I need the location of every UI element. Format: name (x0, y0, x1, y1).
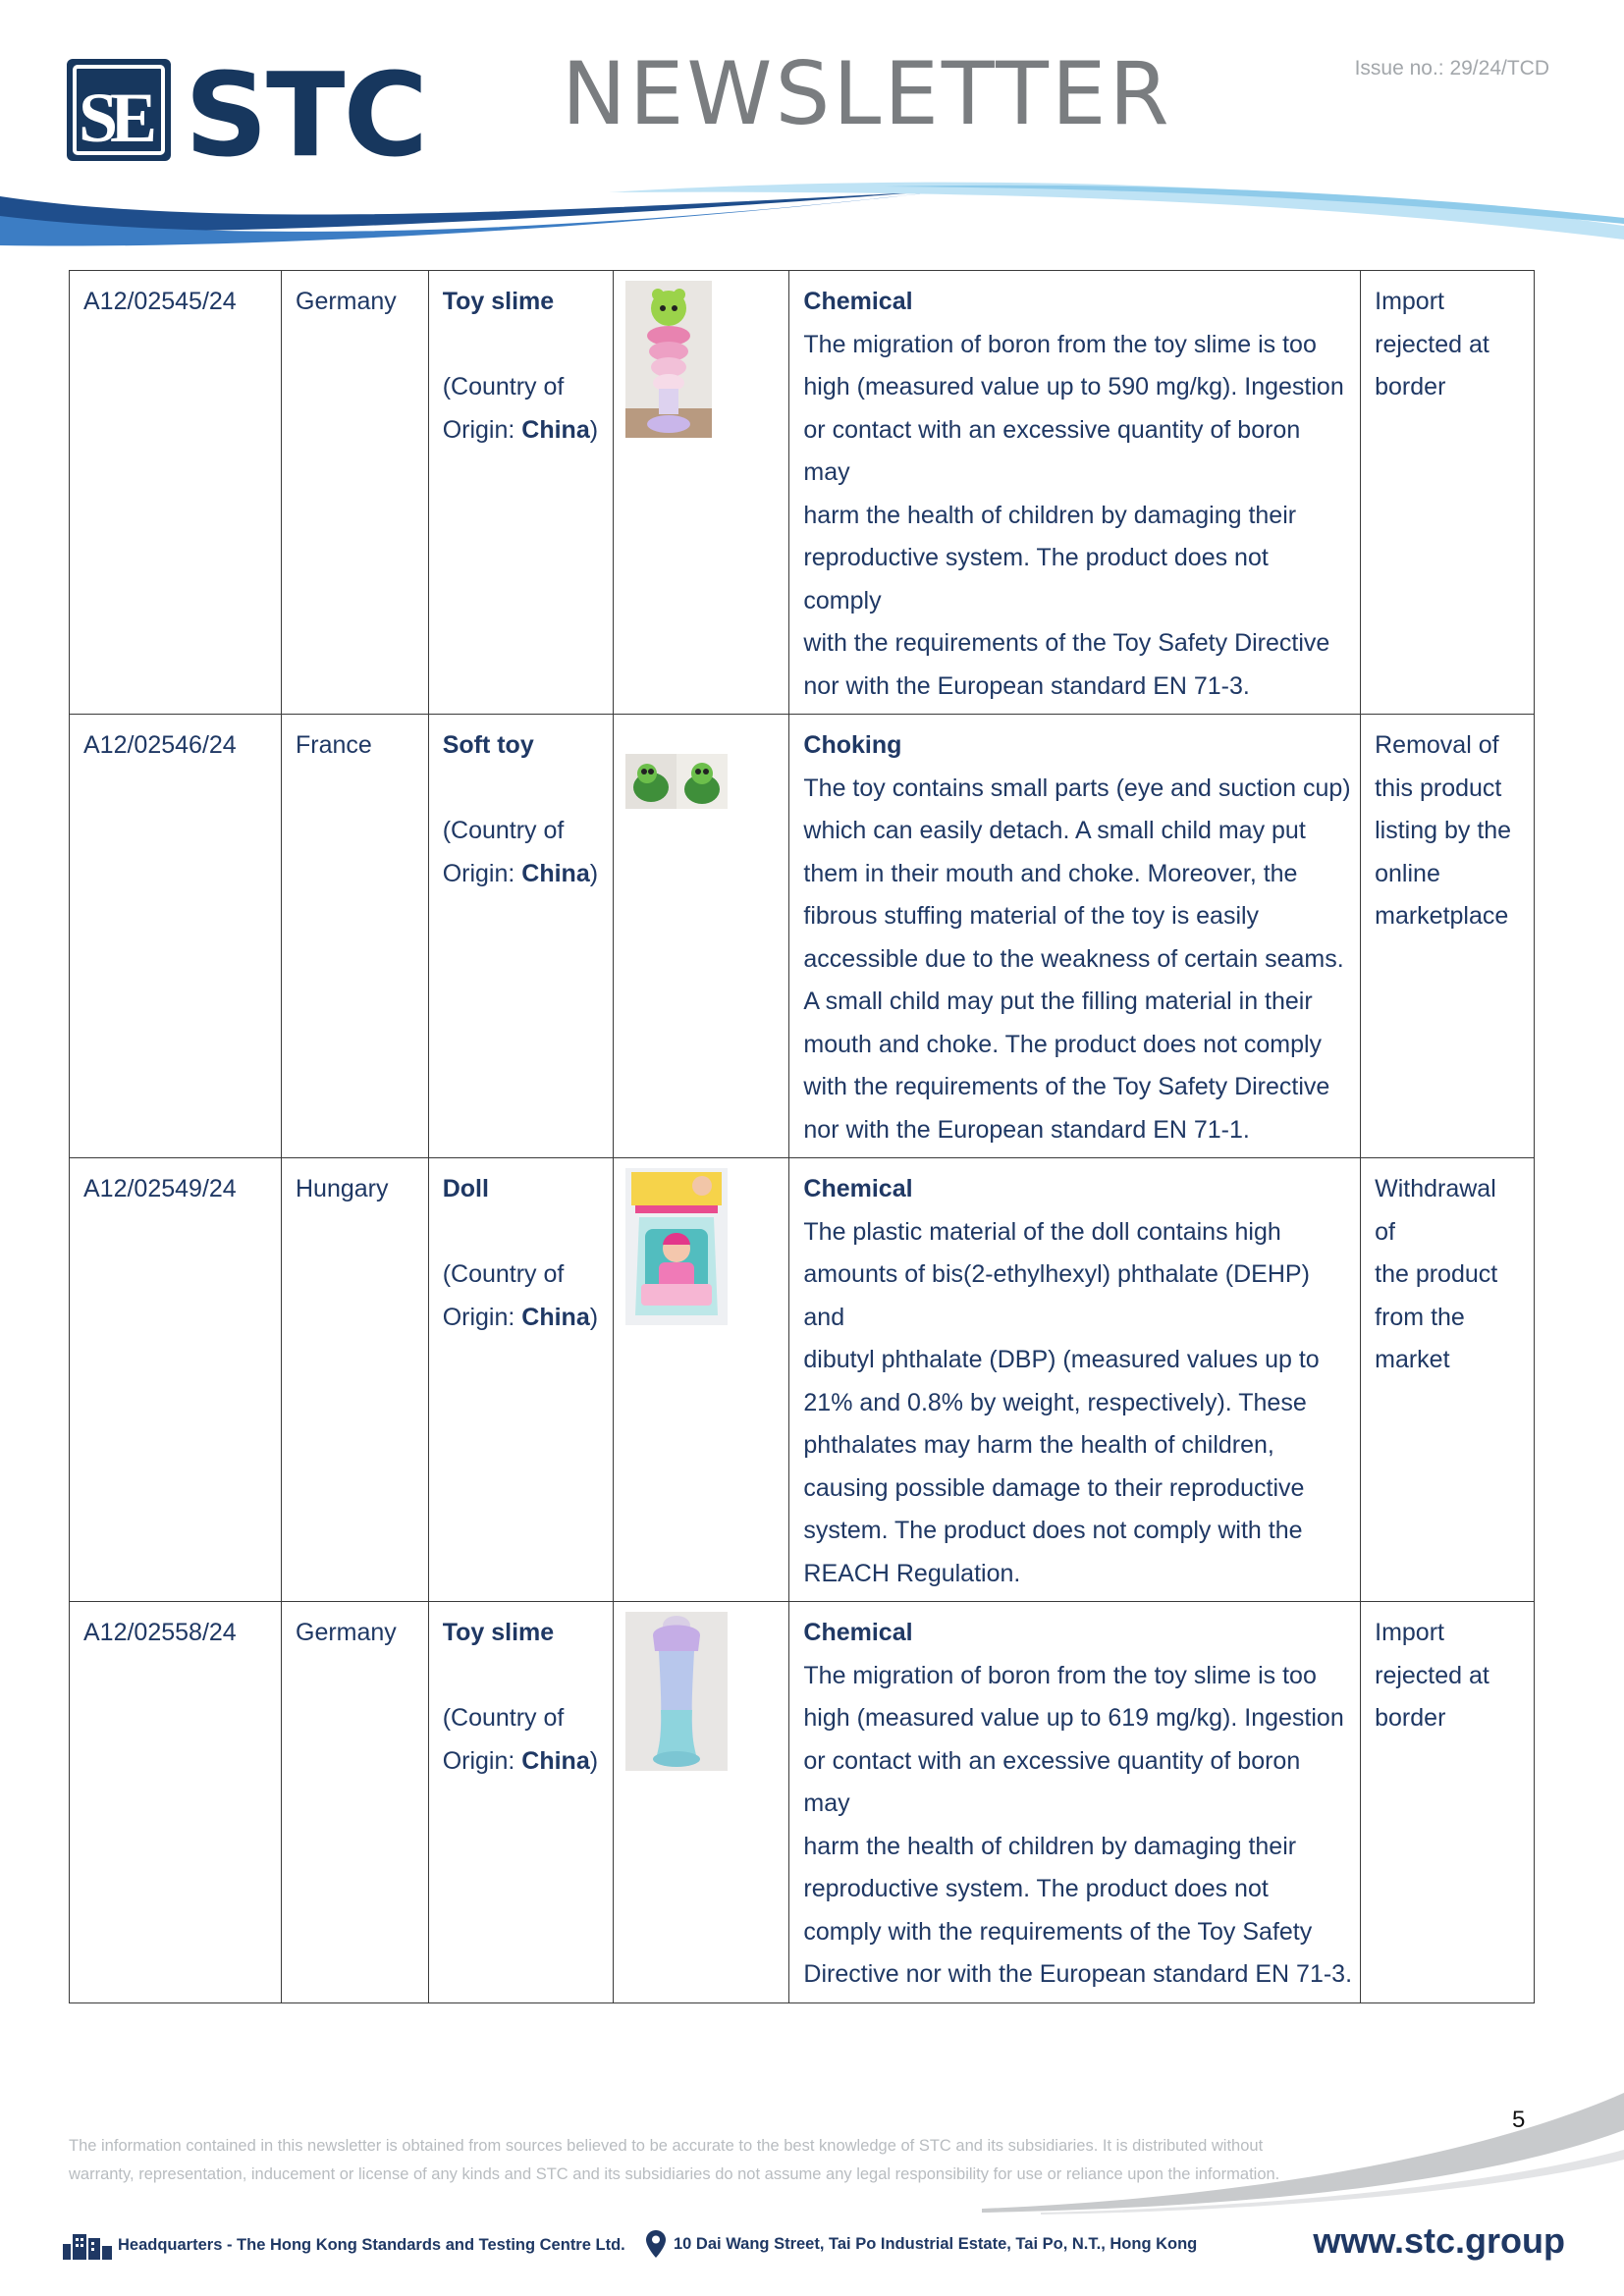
logo-text: STC (185, 55, 427, 165)
table-row (70, 271, 1535, 715)
risk-description-line: The migration of boron from the toy slime is too (803, 330, 1317, 358)
country-cell (282, 1602, 429, 2003)
measure-line: online (1375, 859, 1440, 887)
risk-description-line: phthalates may harm the health of children, (803, 1431, 1274, 1459)
risk-description-line: with the requirements of the Toy Safety Directive (803, 1073, 1330, 1100)
table-row (70, 715, 1535, 1158)
notifying-country: Germany (296, 1619, 397, 1646)
origin-line (443, 1297, 599, 1340)
risk-description-line: dibutyl phthalate (DBP) (measured values up to (803, 1346, 1320, 1373)
measure-line: border (1375, 373, 1446, 400)
measure-line: this product (1375, 774, 1502, 802)
risk-cell (789, 1158, 1361, 1602)
measure-line: listing by the (1375, 817, 1512, 844)
measure-line: marketplace (1375, 902, 1509, 930)
spacer (443, 768, 599, 811)
measure-line: border (1375, 1704, 1446, 1732)
risk-description-line: amounts of bis(2-ethylhexyl) phthalate (DEHP) and (803, 1260, 1310, 1331)
spacer (443, 324, 599, 367)
reference-cell (70, 271, 282, 715)
svg-text:S: S (79, 79, 119, 157)
purple-blue-toy-slime-bottle-image (625, 1612, 728, 1771)
footer-bar (63, 2220, 1565, 2268)
reference-number: A12/02549/24 (83, 1175, 237, 1202)
risk-description-line: reproductive system. The product does not (803, 1875, 1269, 1902)
photo-cell (613, 1158, 789, 1602)
risk-description-line: The toy contains small parts (eye and suction cup) (803, 774, 1351, 802)
packaged-baby-doll-image (625, 1168, 728, 1325)
green-turtle-soft-toys-image (625, 754, 728, 809)
origin-line (443, 853, 599, 896)
origin-suffix: ) (589, 859, 599, 887)
risk-description-line: reproductive system. The product does not comply (803, 544, 1269, 614)
measure-line: Removal of (1375, 731, 1499, 759)
origin-label: Origin: (442, 415, 522, 444)
table-row (70, 1602, 1535, 2003)
measure-line: the product (1375, 1260, 1498, 1288)
measure-line: from the (1375, 1303, 1465, 1331)
reference-number: A12/02558/24 (83, 1619, 237, 1646)
origin-suffix: ) (589, 415, 599, 444)
risk-description-line: Directive nor with the European standard EN 71-3. (803, 1960, 1353, 1988)
notifying-country: Germany (296, 288, 397, 315)
origin-line (443, 1740, 599, 1784)
reference-number: A12/02545/24 (83, 288, 237, 315)
page-header (0, 0, 1624, 255)
risk-description-line: high (measured value up to 590 mg/kg). Ingestion (803, 373, 1344, 400)
product-cell (428, 271, 613, 715)
spacer (443, 1655, 599, 1698)
risk-description-line: or contact with an excessive quantity of boron may (803, 415, 1301, 486)
headquarters-label: Headquarters - The Hong Kong Standards and Testing Centre Ltd. (118, 2235, 625, 2254)
product-name: Toy slime (442, 1619, 555, 1646)
website-link[interactable]: www.stc.group (1313, 2220, 1565, 2261)
risk-description-line: nor with the European standard EN 71-1. (803, 1115, 1250, 1144)
spacer (443, 1211, 599, 1255)
measure-line: Withdrawal of (1375, 1175, 1496, 1246)
risk-description-line: The plastic material of the doll contains high (803, 1217, 1281, 1246)
origin-prefix: (Country of (442, 1260, 565, 1288)
origin-line (443, 409, 599, 453)
measure-cell (1361, 1158, 1535, 1602)
building-icon (63, 2230, 112, 2260)
risk-description-line: fibrous stuffing material of the toy is easily (803, 902, 1260, 930)
page-number: 5 (1512, 2107, 1526, 2133)
risk-description-line: mouth and choke. The product does not comply (803, 1030, 1323, 1058)
address (646, 2230, 1197, 2258)
risk-description-line: harm the health of children by damaging their (803, 1832, 1297, 1860)
risk-description-line: REACH Regulation. (803, 1559, 1021, 1587)
risk-description-line: or contact with an excessive quantity of boron may (803, 1746, 1301, 1817)
risk-cell (789, 271, 1361, 715)
measure-cell (1361, 1602, 1535, 2003)
risk-description-line: accessible due to the weakness of certain seams. (803, 944, 1344, 973)
table-row (70, 1158, 1535, 1602)
risk-type: Chemical (803, 1175, 913, 1202)
measure-line: Import (1375, 288, 1444, 315)
product-cell (428, 1158, 613, 1602)
risk-description-line: The migration of boron from the toy slime is too (803, 1661, 1317, 1689)
measure-line: rejected at (1375, 330, 1489, 358)
product-name: Soft toy (442, 731, 534, 759)
risk-description-line: high (measured value up to 619 mg/kg). Ingestion (803, 1704, 1344, 1732)
headquarters (63, 2230, 625, 2260)
disclaimer (69, 2132, 1345, 2189)
risk-description-line: 21% and 0.8% by weight, respectively). These (803, 1388, 1307, 1416)
origin-country: China (521, 1303, 590, 1331)
origin-suffix: ) (589, 1746, 599, 1775)
product-photo (625, 754, 778, 824)
photo-cell (613, 1602, 789, 2003)
measure-cell (1361, 715, 1535, 1158)
risk-description-line: system. The product does not comply with the (803, 1517, 1303, 1544)
stc-logo (67, 55, 463, 165)
risk-description-line: comply with the requirements of the Toy Safety (803, 1917, 1313, 1946)
risk-type: Chemical (803, 1619, 913, 1646)
photo-cell (613, 715, 789, 1158)
address-text: 10 Dai Wang Street, Tai Po Industrial Estate, Tai Po, N.T., Hong Kong (674, 2234, 1198, 2253)
reference-cell (70, 715, 282, 1158)
origin-label: Origin: (442, 859, 522, 887)
measure-line: rejected at (1375, 1661, 1489, 1689)
product-name: Toy slime (442, 288, 555, 315)
origin-prefix: (Country of (442, 1704, 565, 1732)
notifying-country: France (296, 731, 372, 759)
risk-description-line: A small child may put the filling material in their (803, 988, 1313, 1015)
recall-table (69, 270, 1535, 2003)
location-pin-icon (646, 2230, 666, 2258)
country-cell (282, 271, 429, 715)
notifying-country: Hungary (296, 1175, 389, 1202)
disclaimer-line: warranty, representation, inducement or license of any kinds and STC and its subsidiaries do not assume any legal responsibility for use or reliance upon the information. (69, 2165, 1280, 2183)
measure-line: Import (1375, 1619, 1444, 1646)
risk-type: Choking (803, 731, 902, 759)
risk-type: Chemical (803, 288, 913, 315)
measure-cell (1361, 271, 1535, 715)
reference-cell (70, 1158, 282, 1602)
product-photo (625, 281, 778, 453)
risk-description-line: harm the health of children by damaging their (803, 501, 1297, 529)
disclaimer-line: The information contained in this newsletter is obtained from sources believed to be accurate to the best knowledge of STC and its subsidiaries. It is distributed without (69, 2137, 1264, 2155)
risk-description-line: causing possible damage to their reproductive (803, 1473, 1305, 1502)
newsletter-title: NEWSLETTER (562, 43, 1172, 144)
product-cell (428, 715, 613, 1158)
origin-country: China (521, 415, 590, 444)
risk-description-line: with the requirements of the Toy Safety Directive (803, 629, 1330, 657)
product-cell (428, 1602, 613, 2003)
country-cell (282, 715, 429, 1158)
pink-toy-slime-bottle-image (625, 281, 712, 438)
origin-prefix: (Country of (442, 817, 565, 844)
risk-description-line: which can easily detach. A small child may put (803, 817, 1306, 844)
origin-suffix: ) (589, 1303, 599, 1331)
product-photo (625, 1168, 778, 1340)
reference-cell (70, 1602, 282, 2003)
origin-label: Origin: (442, 1303, 522, 1331)
origin-country: China (521, 1746, 590, 1775)
product-photo (625, 1612, 778, 1786)
product-name: Doll (442, 1175, 489, 1202)
risk-description-line: them in their mouth and choke. Moreover, the (803, 859, 1298, 887)
measure-line: market (1375, 1346, 1450, 1373)
origin-label: Origin: (442, 1746, 522, 1775)
origin-prefix: (Country of (442, 373, 565, 400)
risk-cell (789, 1602, 1361, 2003)
photo-cell (613, 271, 789, 715)
risk-description-line: nor with the European standard EN 71-3. (803, 671, 1250, 700)
svg-text:E: E (110, 79, 158, 157)
risk-cell (789, 715, 1361, 1158)
origin-country: China (521, 859, 590, 887)
issue-number: Issue no.: 29/24/TCD (1354, 57, 1549, 80)
reference-number: A12/02546/24 (83, 731, 237, 759)
country-cell (282, 1158, 429, 1602)
header-swoosh (0, 177, 1624, 255)
